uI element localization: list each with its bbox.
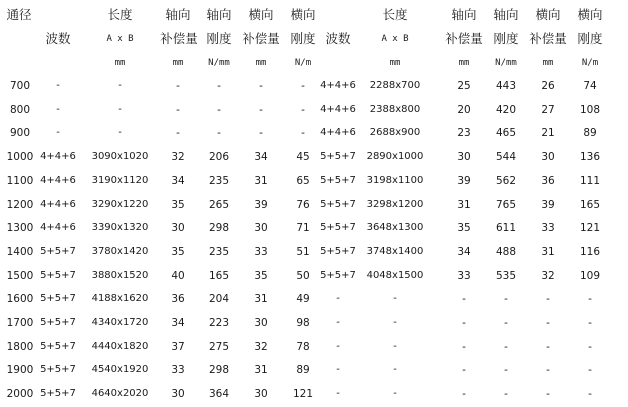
right-lateral-comp: 27	[541, 103, 555, 116]
table-row	[0, 335, 628, 359]
right-lateral-comp: 26	[541, 80, 555, 92]
right-dimension: 2890x1000	[366, 151, 424, 163]
right-dimension: 3198x1100	[366, 174, 424, 186]
left-wave-count: 5+5+7	[40, 317, 76, 328]
row-dn: 1200	[6, 198, 34, 211]
left-wave-count: 4+4+6	[40, 222, 76, 234]
left-axial-stiff: -	[217, 80, 221, 92]
right-axial-stiff: -	[504, 340, 508, 353]
row-dn: 1700	[6, 317, 34, 329]
right-lateral-comp: -	[546, 317, 550, 329]
left-wave-count: 5+5+7	[40, 269, 76, 281]
right-lateral-stiff: -	[588, 317, 592, 329]
left-lateral-stiff: 65	[296, 174, 310, 187]
right-lateral-comp: 21	[541, 127, 555, 140]
right-lateral-stiff: -	[588, 293, 592, 306]
left-axial-stiff: 223	[208, 317, 230, 329]
right-axial-comp: 30	[457, 151, 471, 164]
left-dimension: 3780x1420	[91, 245, 149, 257]
right-lateral-comp: -	[546, 293, 550, 306]
right-axial-stiff: -	[504, 388, 508, 401]
table-row	[0, 193, 628, 217]
left-lateral-stiff: 71	[296, 222, 310, 235]
right-axial-comp: 25	[457, 80, 471, 92]
right-lateral-stiff: -	[588, 388, 592, 401]
left-dimension: 3190x1120	[91, 174, 149, 186]
right-axial-stiff: 420	[495, 103, 517, 116]
right-axial-comp: -	[462, 340, 466, 353]
right-lateral-stiff: 109	[579, 269, 601, 282]
left-lateral-comp: 35	[254, 269, 268, 282]
right-wave-count: 5+5+7	[320, 151, 356, 163]
header-lateral: 横向	[535, 7, 561, 22]
right-wave-count: 4+4+6	[320, 80, 356, 91]
right-wave-count: -	[336, 388, 340, 400]
left-lateral-stiff: 45	[296, 151, 310, 164]
right-axial-comp: -	[462, 317, 466, 329]
left-wave-count: 5+5+7	[40, 340, 76, 352]
left-lateral-comp: -	[259, 103, 263, 116]
unit-label: N/mm	[495, 58, 517, 68]
header-compensation: 补偿量	[529, 31, 567, 46]
header-stiffness: 刚度	[577, 31, 603, 46]
right-axial-comp: 34	[457, 245, 471, 258]
row-dn: 1900	[6, 364, 34, 377]
right-wave-count: 5+5+7	[320, 198, 356, 210]
row-dn: 1500	[6, 269, 34, 282]
row-dn: 2000	[6, 388, 34, 401]
right-dimension: -	[393, 317, 397, 328]
right-lateral-stiff: 89	[583, 127, 597, 140]
unit-label: N/m	[581, 58, 599, 68]
right-wave-count: -	[336, 317, 340, 328]
right-dimension: 3298x1200	[366, 198, 424, 210]
left-lateral-comp: 31	[254, 293, 268, 306]
right-axial-stiff: -	[504, 364, 508, 377]
right-axial-comp: -	[462, 293, 466, 306]
row-dn: 900	[9, 127, 31, 140]
left-axial-stiff: 204	[208, 293, 230, 306]
left-lateral-comp: 32	[254, 340, 268, 353]
header-row-1	[0, 3, 628, 27]
right-wave-count: 5+5+7	[320, 269, 356, 281]
right-axial-comp: 33	[457, 269, 471, 282]
right-lateral-stiff: 121	[579, 222, 601, 235]
right-lateral-comp: 30	[541, 151, 555, 164]
left-axial-comp: 30	[171, 222, 185, 235]
right-axial-comp: -	[462, 364, 466, 377]
right-dimension: -	[393, 364, 397, 376]
right-lateral-stiff: 116	[579, 245, 601, 258]
right-axial-comp: 20	[457, 103, 471, 116]
header-dim: A x B	[381, 34, 409, 44]
right-dimension: -	[393, 340, 397, 352]
header-length: 长度	[382, 7, 408, 22]
header-axial: 轴向	[206, 7, 232, 22]
unit-label: N/m	[294, 58, 312, 68]
unit-label: mm	[172, 58, 184, 68]
right-axial-stiff: 765	[495, 198, 517, 211]
unit-label: mm	[255, 58, 267, 68]
unit-label: mm	[542, 58, 554, 68]
left-axial-comp: 35	[171, 198, 185, 211]
header-compensation: 补偿量	[160, 31, 198, 46]
left-lateral-comp: -	[259, 80, 263, 92]
header-stiffness: 刚度	[493, 31, 519, 46]
right-lateral-comp: 36	[541, 174, 555, 187]
right-axial-stiff: 544	[495, 151, 517, 164]
left-axial-stiff: 364	[208, 388, 230, 401]
header-length: 长度	[107, 7, 133, 22]
left-axial-comp: -	[176, 80, 180, 92]
left-axial-comp: 36	[171, 293, 185, 306]
left-dimension: -	[118, 103, 122, 115]
right-lateral-comp: 39	[541, 198, 555, 211]
left-axial-comp: 40	[171, 269, 185, 282]
right-lateral-comp: -	[546, 340, 550, 353]
right-dimension: 4048x1500	[366, 269, 424, 281]
right-wave-count: 5+5+7	[320, 174, 356, 186]
table-row	[0, 358, 628, 382]
left-dimension: 3390x1320	[91, 222, 149, 234]
right-axial-comp: 39	[457, 174, 471, 187]
unit-label: mm	[458, 58, 470, 68]
row-dn: 1000	[6, 151, 34, 164]
table-row	[0, 98, 628, 122]
left-lateral-comp: 30	[254, 317, 268, 329]
header-compensation: 补偿量	[445, 31, 483, 46]
left-lateral-stiff: 121	[292, 388, 314, 401]
left-dimension: 4440x1820	[91, 340, 149, 352]
right-wave-count: 4+4+6	[320, 127, 356, 139]
right-axial-comp: 23	[457, 127, 471, 140]
header-stiffness: 刚度	[290, 31, 316, 46]
left-axial-comp: 35	[171, 245, 185, 258]
header-axial: 轴向	[451, 7, 477, 22]
left-wave-count: 5+5+7	[40, 293, 76, 305]
right-lateral-stiff: 136	[579, 151, 601, 164]
left-axial-stiff: 165	[208, 269, 230, 282]
right-dimension: -	[393, 293, 397, 305]
table-row	[0, 382, 628, 406]
table-row	[0, 216, 628, 240]
right-lateral-comp: 32	[541, 269, 555, 282]
right-wave-count: -	[336, 364, 340, 376]
right-dimension: 3648x1300	[366, 222, 424, 234]
left-wave-count: -	[56, 127, 60, 139]
right-axial-stiff: 562	[495, 174, 517, 187]
row-dn: 1100	[6, 174, 34, 187]
left-lateral-stiff: 49	[296, 293, 310, 306]
table-row	[0, 74, 628, 98]
right-axial-stiff: 488	[495, 245, 517, 258]
left-lateral-stiff: -	[301, 103, 305, 116]
left-wave-count: 4+4+6	[40, 198, 76, 210]
unit-row	[0, 51, 628, 75]
header-row-2	[0, 27, 628, 51]
left-lateral-stiff: 51	[296, 245, 310, 258]
left-axial-stiff: 235	[208, 245, 230, 258]
row-dn: 1300	[6, 222, 34, 235]
left-dimension: 3090x1020	[91, 151, 149, 163]
table-row	[0, 287, 628, 311]
header-axial: 轴向	[493, 7, 519, 22]
right-lateral-stiff: 74	[583, 80, 597, 92]
right-axial-stiff: 535	[495, 269, 517, 282]
left-axial-stiff: 298	[208, 364, 230, 377]
left-axial-comp: -	[176, 127, 180, 140]
left-lateral-comp: 30	[254, 388, 268, 401]
right-axial-stiff: -	[504, 293, 508, 306]
left-lateral-stiff: 50	[296, 269, 310, 282]
left-dimension: 4340x1720	[91, 317, 149, 328]
table-row	[0, 145, 628, 169]
right-lateral-stiff: -	[588, 364, 592, 377]
header-axial: 轴向	[165, 7, 191, 22]
left-lateral-stiff: -	[301, 127, 305, 140]
left-lateral-comp: 31	[254, 174, 268, 187]
left-dimension: 4640x2020	[91, 388, 149, 400]
left-axial-stiff: -	[217, 127, 221, 140]
row-dn: 700	[9, 80, 31, 92]
table-row	[0, 169, 628, 193]
left-axial-comp: 34	[171, 174, 185, 187]
table-row	[0, 264, 628, 288]
left-wave-count: 4+4+6	[40, 151, 76, 163]
left-lateral-comp: -	[259, 127, 263, 140]
left-axial-comp: 32	[171, 151, 185, 164]
right-dimension: 2388x800	[369, 103, 421, 115]
left-axial-stiff: 235	[208, 174, 230, 187]
right-lateral-stiff: 111	[579, 174, 601, 187]
right-axial-comp: 35	[457, 222, 471, 235]
left-lateral-comp: 30	[254, 222, 268, 235]
left-wave-count: 4+4+6	[40, 174, 76, 186]
row-dn: 1800	[6, 340, 34, 353]
right-axial-stiff: 611	[495, 222, 517, 235]
table-row	[0, 121, 628, 145]
right-lateral-stiff: -	[588, 340, 592, 353]
right-lateral-comp: -	[546, 364, 550, 377]
unit-label: mm	[114, 58, 126, 68]
right-dimension: -	[393, 388, 397, 400]
right-axial-comp: -	[462, 388, 466, 401]
left-axial-comp: 30	[171, 388, 185, 401]
right-wave-count: 4+4+6	[320, 103, 356, 115]
right-axial-stiff: 465	[495, 127, 517, 140]
right-lateral-comp: 33	[541, 222, 555, 235]
left-axial-stiff: 206	[208, 151, 230, 164]
left-wave-count: -	[56, 80, 60, 91]
right-wave-count: 5+5+7	[320, 222, 356, 234]
left-lateral-comp: 34	[254, 151, 268, 164]
right-wave-count: 5+5+7	[320, 245, 356, 257]
left-lateral-comp: 33	[254, 245, 268, 258]
right-lateral-comp: 31	[541, 245, 555, 258]
row-dn: 800	[9, 103, 31, 116]
left-axial-comp: 34	[171, 317, 185, 329]
left-lateral-stiff: 78	[296, 340, 310, 353]
left-lateral-comp: 31	[254, 364, 268, 377]
left-dimension: 4540x1920	[91, 364, 149, 376]
left-wave-count: -	[56, 103, 60, 115]
row-dn: 1600	[6, 293, 34, 306]
right-axial-stiff: 443	[495, 80, 517, 92]
right-dimension: 3748x1400	[366, 245, 424, 257]
left-dimension: 3880x1520	[91, 269, 149, 281]
left-lateral-stiff: 76	[296, 198, 310, 211]
right-axial-comp: 31	[457, 198, 471, 211]
row-dn: 1400	[6, 245, 34, 258]
left-axial-stiff: 265	[208, 198, 230, 211]
unit-label: mm	[389, 58, 401, 68]
left-lateral-stiff: 89	[296, 364, 310, 377]
header-lateral: 横向	[290, 7, 316, 22]
left-lateral-stiff: -	[301, 80, 305, 92]
left-dimension: -	[118, 127, 122, 139]
left-lateral-comp: 39	[254, 198, 268, 211]
header-dim: A x B	[106, 34, 134, 44]
right-lateral-stiff: 165	[579, 198, 601, 211]
right-lateral-stiff: 108	[579, 103, 601, 116]
header-wave-count: 波数	[325, 31, 351, 46]
left-wave-count: 5+5+7	[40, 364, 76, 376]
right-lateral-comp: -	[546, 388, 550, 401]
left-dimension: 3290x1220	[91, 198, 149, 210]
right-wave-count: -	[336, 293, 340, 305]
header-lateral: 横向	[248, 7, 274, 22]
unit-label: N/mm	[208, 58, 230, 68]
header-lateral: 横向	[577, 7, 603, 22]
left-axial-comp: 37	[171, 340, 185, 353]
header-dn: 通径	[6, 7, 32, 22]
left-wave-count: 5+5+7	[40, 245, 76, 257]
header-stiffness: 刚度	[206, 31, 232, 46]
right-dimension: 2688x900	[369, 127, 421, 139]
header-compensation: 补偿量	[242, 31, 280, 46]
left-axial-stiff: 275	[208, 340, 230, 353]
right-dimension: 2288x700	[369, 80, 421, 91]
right-axial-stiff: -	[504, 317, 508, 329]
table-row	[0, 311, 628, 335]
left-axial-stiff: 298	[208, 222, 230, 235]
left-lateral-stiff: 98	[296, 317, 310, 329]
left-axial-comp: -	[176, 103, 180, 116]
left-axial-comp: 33	[171, 364, 185, 377]
left-wave-count: 5+5+7	[40, 388, 76, 400]
table-row	[0, 240, 628, 264]
left-dimension: -	[118, 80, 122, 91]
right-wave-count: -	[336, 340, 340, 352]
header-wave-count: 波数	[45, 31, 71, 46]
left-axial-stiff: -	[217, 103, 221, 116]
left-dimension: 4188x1620	[91, 293, 149, 305]
